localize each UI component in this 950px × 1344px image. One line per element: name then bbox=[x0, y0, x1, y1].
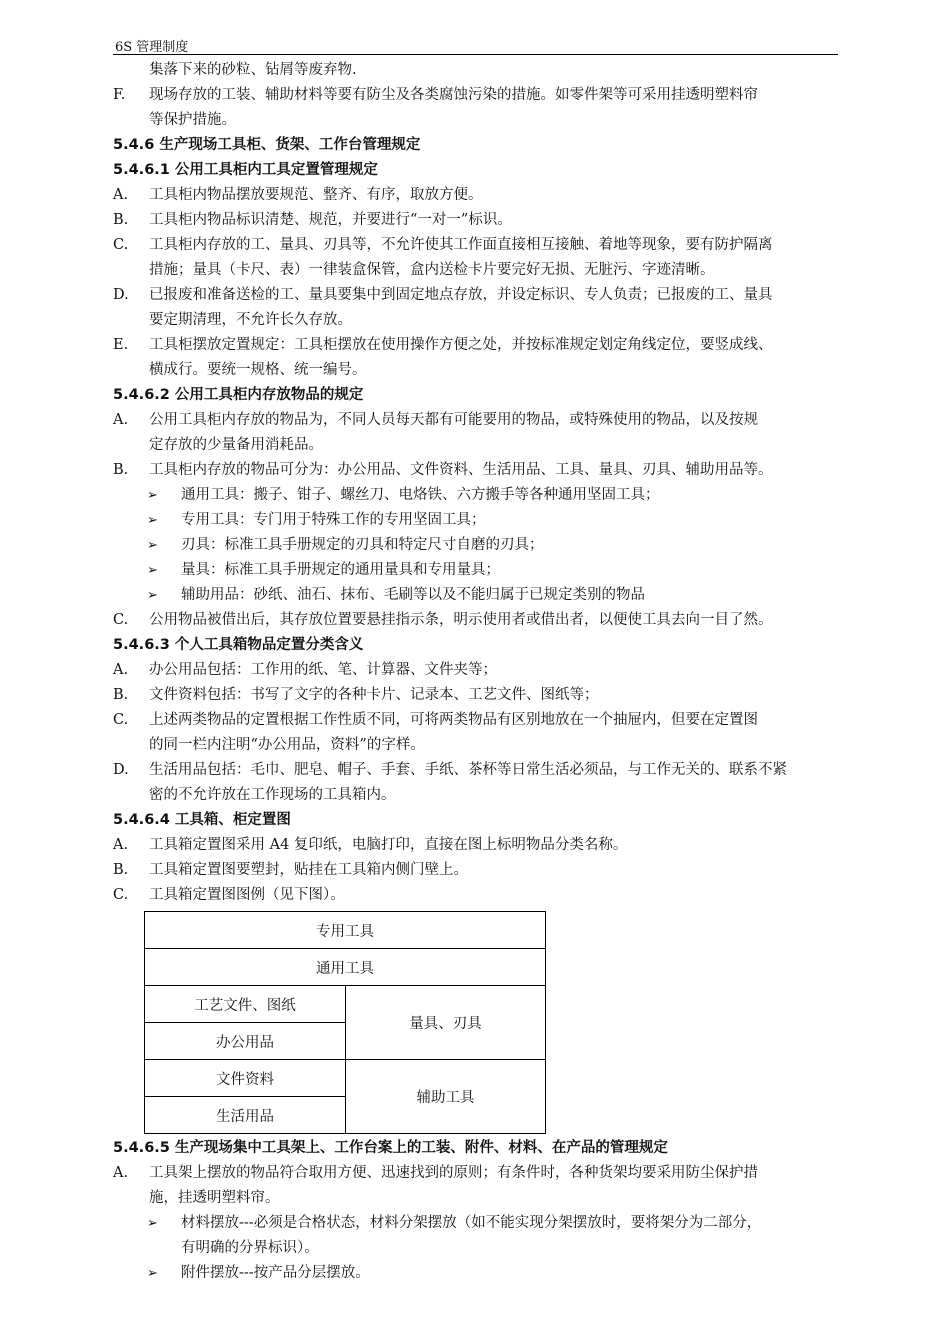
list-item bbox=[113, 333, 853, 358]
text-line: 等保护措施。 bbox=[149, 112, 236, 128]
bullet-item bbox=[113, 583, 853, 608]
item-marker: C. bbox=[113, 887, 129, 903]
bullet-text: 附件摆放---按产品分层摆放。 bbox=[181, 1265, 370, 1281]
item-text: 工具柜内物品摆放要规范、整齐、有序，取放方便。 bbox=[149, 187, 483, 203]
bullet-text: 辅助用品：砂纸、油石、抹布、毛刷等以及不能归属于已规定类别的物品 bbox=[181, 587, 645, 603]
item-marker: B. bbox=[113, 687, 129, 703]
arrow-bullet-icon: ➢ bbox=[147, 488, 158, 503]
item-marker: D. bbox=[113, 287, 129, 303]
item-marker: A. bbox=[113, 187, 129, 203]
bullet-text: 量具：标准工具手册规定的通用量具和专用量具； bbox=[181, 562, 500, 578]
bullet-item bbox=[113, 483, 853, 508]
item-marker: A. bbox=[113, 662, 129, 678]
arrow-bullet-icon: ➢ bbox=[147, 538, 158, 553]
document-body bbox=[113, 58, 853, 1286]
text-line: 施，挂透明塑料帘。 bbox=[149, 1190, 280, 1206]
item-marker: A. bbox=[113, 1165, 129, 1181]
bullet-text: 专用工具：专门用于特殊工作的专用坚固工具； bbox=[181, 512, 486, 528]
arrow-bullet-icon: ➢ bbox=[147, 513, 158, 528]
text-line: 有明确的分界标识）。 bbox=[181, 1240, 319, 1256]
arrow-bullet-icon: ➢ bbox=[147, 588, 158, 603]
section-heading-5-4-6-3: 5.4.6.3 个人工具箱物品定置分类含义 bbox=[113, 637, 364, 653]
item-text: 工具柜摆放定置规定：工具柜摆放在使用操作方便之处，并按标准规定划定角线定位，要竖成线、 bbox=[149, 337, 773, 353]
text-line: 的同一栏内注明“办公用品，资料”的字样。 bbox=[149, 737, 425, 753]
bullet-item bbox=[113, 1211, 853, 1236]
item-text: 文件资料包括：书写了文字的各种卡片、记录本、工艺文件、图纸等； bbox=[149, 687, 599, 703]
list-item bbox=[113, 683, 853, 708]
bullet-item bbox=[113, 1261, 853, 1286]
list-item bbox=[113, 458, 853, 483]
layout-cell-auxiliary-tools: 辅助工具 bbox=[346, 1060, 546, 1134]
list-item bbox=[113, 283, 853, 308]
item-marker: C. bbox=[113, 612, 129, 628]
item-text: 公用工具柜内存放的物品为，不同人员每天都有可能要用的物品，或特殊使用的物品，以及按规 bbox=[149, 412, 758, 428]
layout-cell-gauges-cutters: 量具、刃具 bbox=[346, 986, 546, 1060]
item-marker: C. bbox=[113, 712, 129, 728]
item-text: 公用物品被借出后，其存放位置要悬挂指示条，明示使用者或借出者，以便使工具去向一目了然。 bbox=[149, 612, 773, 628]
item-text: 工具柜内物品标识清楚、规范，并要进行“一对一”标识。 bbox=[149, 212, 512, 228]
item-text: 办公用品包括：工作用的纸、笔、计算器、文件夹等； bbox=[149, 662, 497, 678]
bullet-text: 通用工具：搬子、钳子、螺丝刀、电烙铁、六方搬手等各种通用坚固工具； bbox=[181, 487, 660, 503]
list-item bbox=[113, 608, 853, 633]
item-marker: C. bbox=[113, 237, 129, 253]
text-line: 要定期清理，不允许长久存放。 bbox=[149, 312, 352, 328]
item-marker: B. bbox=[113, 862, 129, 878]
section-heading-5-4-6-2: 5.4.6.2 公用工具柜内存放物品的规定 bbox=[113, 387, 364, 403]
item-marker: B. bbox=[113, 462, 129, 478]
item-marker: E. bbox=[113, 337, 129, 353]
list-item bbox=[113, 1161, 853, 1186]
list-item bbox=[113, 208, 853, 233]
item-text: 现场存放的工装、辅助材料等要有防尘及各类腐蚀污染的措施。如零件架等可采用挂透明塑料帘 bbox=[149, 87, 758, 103]
list-item bbox=[113, 858, 853, 883]
item-marker: D. bbox=[113, 762, 129, 778]
list-item bbox=[113, 658, 853, 683]
item-text: 工具柜内存放的工、量具、刃具等，不允许使其工作面直接相互接触、着地等现象，要有防护隔离 bbox=[149, 237, 773, 253]
item-marker: A. bbox=[113, 412, 129, 428]
item-text: 工具柜内存放的物品可分为：办公用品、文件资料、生活用品、工具、量具、刃具、辅助用品等。 bbox=[149, 462, 773, 478]
section-heading-5-4-6-5: 5.4.6.5 生产现场集中工具架上、工作台案上的工装、附件、材料、在产品的管理规定 bbox=[113, 1140, 668, 1156]
layout-cell-process-documents: 工艺文件、图纸 bbox=[145, 986, 346, 1023]
item-text: 上述两类物品的定置根据工作性质不同，可将两类物品有区别地放在一个抽屉内，但要在定置图 bbox=[149, 712, 758, 728]
layout-cell-daily-necessities: 生活用品 bbox=[145, 1097, 346, 1134]
bullet-text: 材料摆放---必须是合格状态，材料分架摆放（如不能实现分架摆放时，要将架分为二部分， bbox=[181, 1215, 762, 1231]
header-title: 6S 管理制度 bbox=[115, 40, 189, 55]
bullet-item bbox=[113, 533, 853, 558]
list-item-f bbox=[113, 83, 853, 108]
item-marker: B. bbox=[113, 212, 129, 228]
section-heading-5-4-6: 5.4.6 生产现场工具柜、货架、工作台管理规定 bbox=[113, 137, 421, 153]
page-header bbox=[113, 36, 838, 55]
text-line: 横成行。要统一规格、统一编号。 bbox=[149, 362, 367, 378]
item-text: 工具架上摆放的物品符合取用方便、迅速找到的原则；有条件时，各种货架均要采用防尘保护措 bbox=[149, 1165, 758, 1181]
item-text: 工具箱定置图要塑封，贴挂在工具箱内侧门壁上。 bbox=[149, 862, 468, 878]
arrow-bullet-icon: ➢ bbox=[147, 1266, 158, 1281]
item-text: 工具箱定置图采用 A4 复印纸，电脑打印，直接在图上标明物品分类名称。 bbox=[149, 837, 628, 853]
text-line: 密的不允许放在工作现场的工具箱内。 bbox=[149, 787, 396, 803]
bullet-item bbox=[113, 558, 853, 583]
text-line: 集落下来的砂粒、钻屑等废弃物. bbox=[149, 62, 357, 78]
list-item bbox=[113, 408, 853, 433]
layout-cell-general-tools: 通用工具 bbox=[145, 949, 546, 986]
section-heading-5-4-6-1: 5.4.6.1 公用工具柜内工具定置管理规定 bbox=[113, 162, 378, 178]
layout-cell-special-tools: 专用工具 bbox=[145, 912, 546, 949]
list-item bbox=[113, 183, 853, 208]
item-text: 生活用品包括：毛巾、肥皂、帽子、手套、手纸、茶杯等日常生活必须品，与工作无关的、联系不紧 bbox=[149, 762, 787, 778]
bullet-item bbox=[113, 508, 853, 533]
list-item bbox=[113, 833, 853, 858]
item-text: 工具箱定置图图例（见下图）。 bbox=[149, 887, 345, 903]
bullet-text: 刃具：标准工具手册规定的刃具和特定尺寸自磨的刃具； bbox=[181, 537, 544, 553]
layout-cell-documents: 文件资料 bbox=[145, 1060, 346, 1097]
section-heading-5-4-6-4: 5.4.6.4 工具箱、柜定置图 bbox=[113, 812, 291, 828]
toolbox-layout-diagram bbox=[144, 911, 546, 1134]
list-item bbox=[113, 708, 853, 733]
text-line: 定存放的少量备用消耗品。 bbox=[149, 437, 323, 453]
text-line: 措施；量具（卡尺、表）一律装盒保管，盒内送检卡片要完好无损、无脏污、字迹清晰。 bbox=[149, 262, 715, 278]
list-item bbox=[113, 883, 853, 908]
list-item bbox=[113, 758, 853, 783]
list-item bbox=[113, 233, 853, 258]
item-marker: A. bbox=[113, 837, 129, 853]
arrow-bullet-icon: ➢ bbox=[147, 1216, 158, 1231]
item-text: 已报废和准备送检的工、量具要集中到固定地点存放，并设定标识、专人负责；已报废的工、量具 bbox=[149, 287, 773, 303]
layout-cell-office-supplies: 办公用品 bbox=[145, 1023, 346, 1060]
item-marker: F. bbox=[113, 87, 126, 103]
arrow-bullet-icon: ➢ bbox=[147, 563, 158, 578]
